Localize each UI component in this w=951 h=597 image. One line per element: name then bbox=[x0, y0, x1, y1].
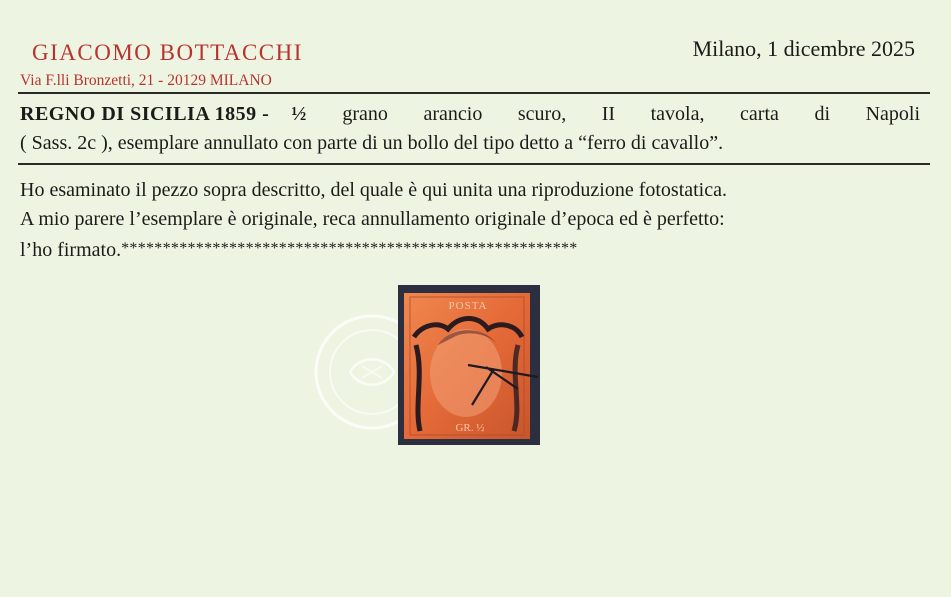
letterhead-name: GIACOMO BOTTACCHI bbox=[32, 40, 303, 65]
stamp-bottom-text: GR. ½ bbox=[455, 422, 485, 434]
description-line-1 bbox=[20, 100, 920, 129]
postage-stamp bbox=[398, 285, 540, 445]
description-word: carta bbox=[740, 103, 779, 125]
description-value: ½ bbox=[291, 103, 307, 125]
opinion-line-1: Ho esaminato il pezzo sopra descritto, del quale è qui unita una riproduzione fotostatica. bbox=[20, 179, 727, 201]
stamp-top-text: POSTA bbox=[448, 300, 488, 312]
description-word: grano bbox=[342, 103, 388, 125]
description-line-2: ( Sass. 2c ), esemplare annullato con parte di un bollo del tipo detto a “ferro di cavallo”. bbox=[20, 132, 724, 154]
description-word: arancio bbox=[423, 103, 483, 125]
description-word: II bbox=[601, 103, 616, 125]
description-word: tavola, bbox=[650, 103, 705, 125]
description-word: di bbox=[814, 103, 831, 125]
stamp-photo-area bbox=[310, 285, 560, 450]
stamp-description bbox=[20, 100, 920, 158]
divider-middle bbox=[18, 163, 930, 165]
divider-top bbox=[18, 92, 930, 94]
opinion-line-2: A mio parere l’esemplare è originale, reca annullamento originale d’epoca ed è perfetto: bbox=[20, 208, 725, 230]
opinion-stars: ******************************************************* bbox=[121, 240, 578, 257]
description-title-group bbox=[20, 100, 307, 129]
certificate-date: Milano, 1 dicembre 2025 bbox=[692, 36, 915, 61]
description-word: Napoli bbox=[865, 103, 920, 125]
description-word: scuro, bbox=[517, 103, 567, 125]
letterhead-address: Via F.lli Bronzetti, 21 - 20129 MILANO bbox=[20, 72, 272, 89]
opinion-line-3 bbox=[20, 234, 920, 265]
opinion-signed-text: l’ho firmato. bbox=[20, 239, 122, 261]
expert-opinion bbox=[20, 176, 920, 265]
description-title: REGNO DI SICILIA 1859 - bbox=[20, 103, 270, 125]
